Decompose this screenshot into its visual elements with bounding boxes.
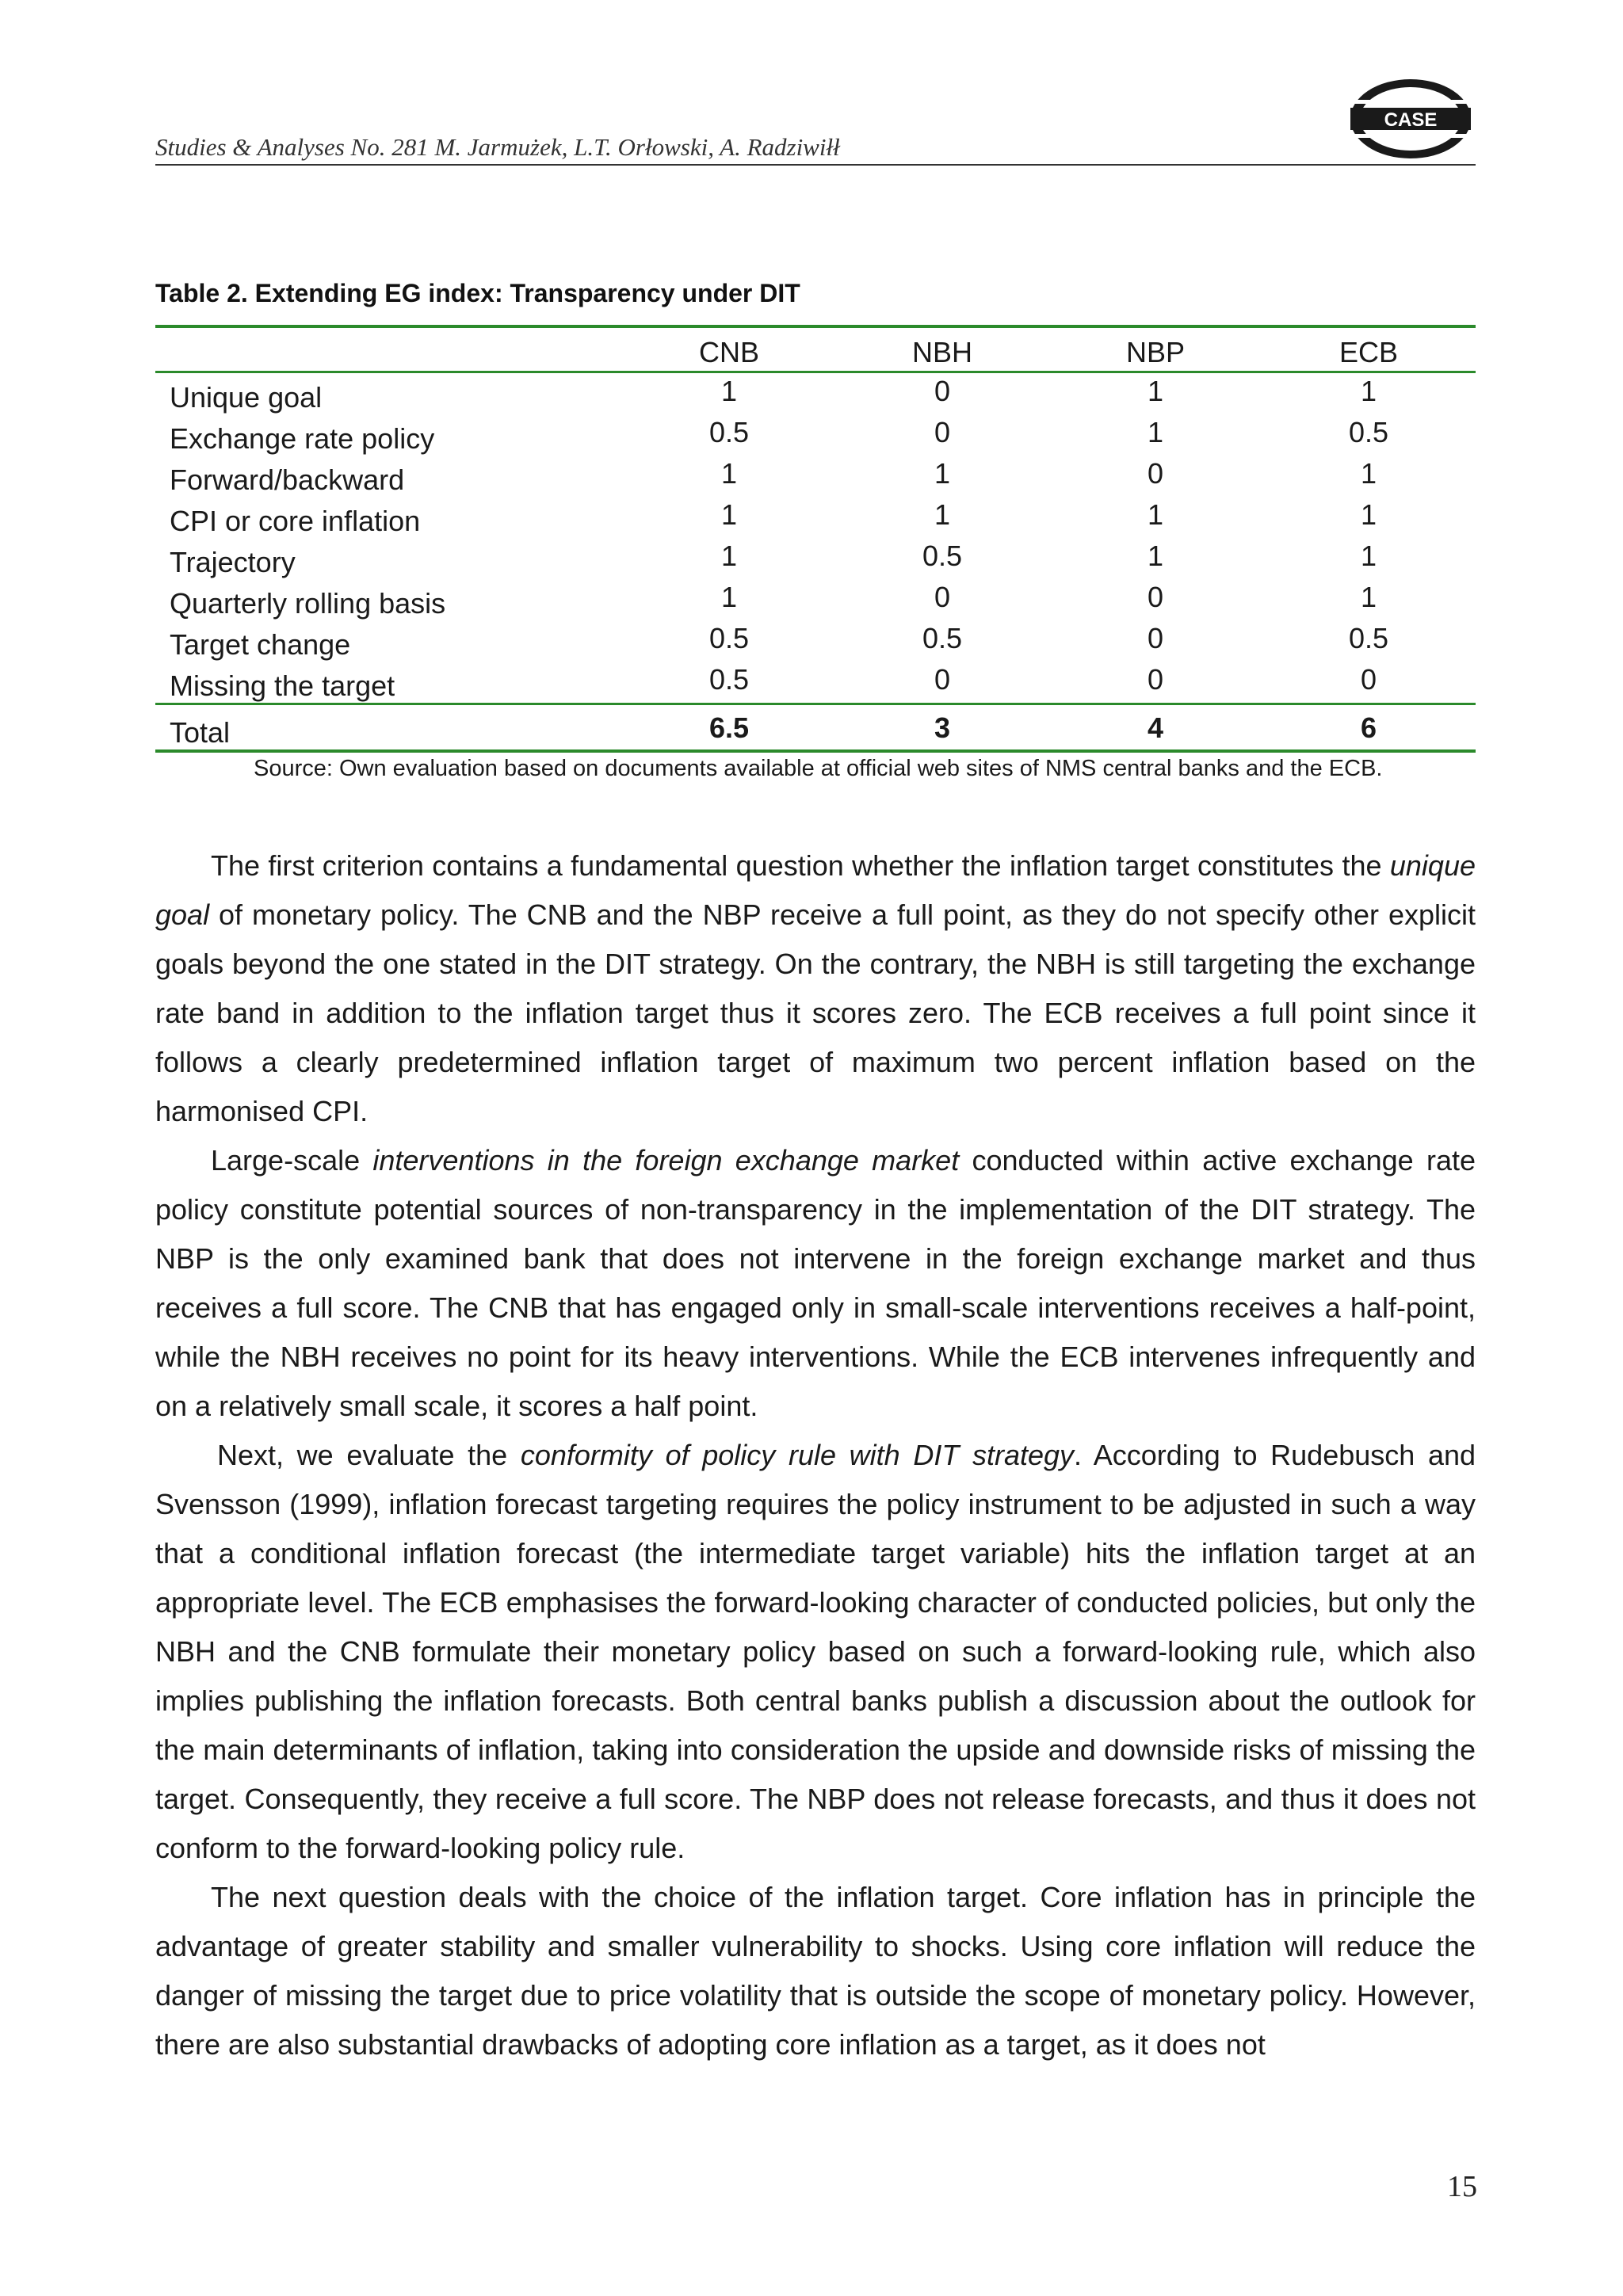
cell: 0 [1147,457,1164,490]
table-bottom-rule [155,749,1476,753]
paragraph-text: . According to Rudebusch and Svensson (1999), inflation forecast targeting requires the policy instrument to be adjusted in such a way that a conditional inflation forecast (the intermediate target variable) hits the inflation target at an appropriate level. The ECB emphasises the forward-looking character of conducted policies, but only the NBH and the CNB formulate their monetary policy based on such a forward-looking rule, which also implies publishing the inflation forecasts. Both central banks publish a discussion about the outlook for the main determinants of inflation, taking into consideration the upside and downside risks of missing the target. Consequently, they receive a full score. The NBP does not release forecasts, and thus it does not conform to the forward-looking policy rule. [155,1439,1476,1864]
cell: 1 [1360,457,1377,490]
cell: 0 [934,581,951,613]
cell: 1 [720,375,738,407]
paragraph-4: The next question deals with the choice of the inflation target. Core inflation has in principle the advantage of greater stability and smaller vulnerability to shocks. Using core inflation will reduce the danger of missing the target due to price volatility that is outside the scope of monetary policy. However, there are also substantial drawbacks of adopting core inflation as a target, as it does not [155,1881,1476,2061]
row-label: Trajectory [170,546,296,578]
cell: 0.5 [922,622,963,654]
paragraph-2 [155,1136,1476,1431]
cell: 0 [1147,581,1164,613]
row-label: CPI or core inflation [170,505,421,537]
cell: 0.5 [1348,416,1389,448]
cell: 1 [1147,498,1164,531]
col-header-nbp: NBP [1125,336,1186,368]
cell: 1 [934,457,951,490]
row-label: Missing the target [170,669,395,702]
row-label: Unique goal [170,381,323,414]
table-row [155,620,1476,662]
running-header: Studies & Analyses No. 281 M. Jarmużek, L.T. Orłowski, A. Radziwiłł [155,133,840,161]
row-label: Forward/backward [170,463,405,496]
cell: 1 [1360,540,1377,572]
total-cell: 6.5 [708,711,750,744]
cell: 1 [1147,375,1164,407]
cell: 1 [720,457,738,490]
col-header-ecb: ECB [1338,336,1399,368]
paragraph-text: The first criterion contains a fundamental question whether the inflation target constitutes the [211,849,1390,882]
col-header-cnb: CNB [698,336,759,368]
cell: 0.5 [708,622,750,654]
emphasis: conformity of policy rule with DIT strategy [520,1439,1075,1471]
cell: 0.5 [708,416,750,448]
total-cell: 3 [934,711,951,744]
row-label: Exchange rate policy [170,422,435,455]
cell: 0.5 [922,540,963,572]
cell: 0 [1147,663,1164,696]
paragraph-1 [155,841,1476,1136]
cell: 1 [1147,540,1164,572]
logo-text: CASE [1384,109,1438,131]
row-label: Quarterly rolling basis [170,587,446,620]
table-row [155,456,1476,497]
emphasis: unique goal [155,849,1476,931]
table-row [155,497,1476,538]
cell: 0 [934,663,951,696]
paragraph-text: Large-scale [211,1144,373,1177]
row-label: Target change [170,628,351,661]
page-number: 15 [1447,2170,1477,2203]
paragraph-text: conducted within active exchange rate policy constitute potential sources of non-transparency in the implementation of the DIT strategy. The NBP is the only examined bank that does not intervene in the foreign exchange market and thus receives a full score. The CNB that has engaged only in small-scale interventions receives a half-point, while the NBH receives no point for its heavy interventions. While the ECB intervenes infrequently and on a relatively small scale, it scores a half point. [155,1144,1476,1422]
cell: 1 [1360,498,1377,531]
case-logo [1347,76,1474,162]
header-rule [155,164,1476,166]
cell: 0 [1147,622,1164,654]
cell: 1 [720,581,738,613]
table-header-row [155,328,1476,371]
table-row [155,662,1476,703]
total-cell: 4 [1147,711,1164,744]
cell: 0 [1360,663,1377,696]
table-row [155,373,1476,414]
emphasis: interventions in the foreign exchange market [372,1144,960,1177]
cell: 0.5 [708,663,750,696]
cell: 1 [720,498,738,531]
table-source-note: Source: Own evaluation based on documents available at official web sites of NMS central banks and the ECB. [254,756,1383,781]
cell: 0 [934,375,951,407]
cell: 1 [1147,416,1164,448]
table-total-row [155,705,1476,749]
cell: 1 [1360,375,1377,407]
paragraph-text: Next, we evaluate the [217,1439,521,1471]
total-cell: 6 [1360,711,1377,744]
cell: 1 [1360,581,1377,613]
paragraph-3 [155,1431,1476,1873]
table-row [155,579,1476,620]
paragraph-text: of monetary policy. The CNB and the NBP receive a full point, as they do not specify other explicit goals beyond the one stated in the DIT strategy. On the contrary, the NBH is still targeting the exchange rate band in addition to the inflation target thus it scores zero. The ECB receives a full point since it follows a clearly predetermined inflation target of maximum two percent inflation based on the harmonised CPI. [155,898,1476,1127]
cell: 0.5 [1348,622,1389,654]
col-header-nbh: NBH [911,336,972,368]
table-title: Table 2. Extending EG index: Transparency under DIT [155,279,800,307]
transparency-table [155,325,1476,753]
table-row [155,414,1476,456]
table-row [155,538,1476,579]
body-text [155,841,1476,2069]
cell: 0 [934,416,951,448]
cell: 1 [720,540,738,572]
cell: 1 [934,498,951,531]
total-label: Total [170,716,231,749]
